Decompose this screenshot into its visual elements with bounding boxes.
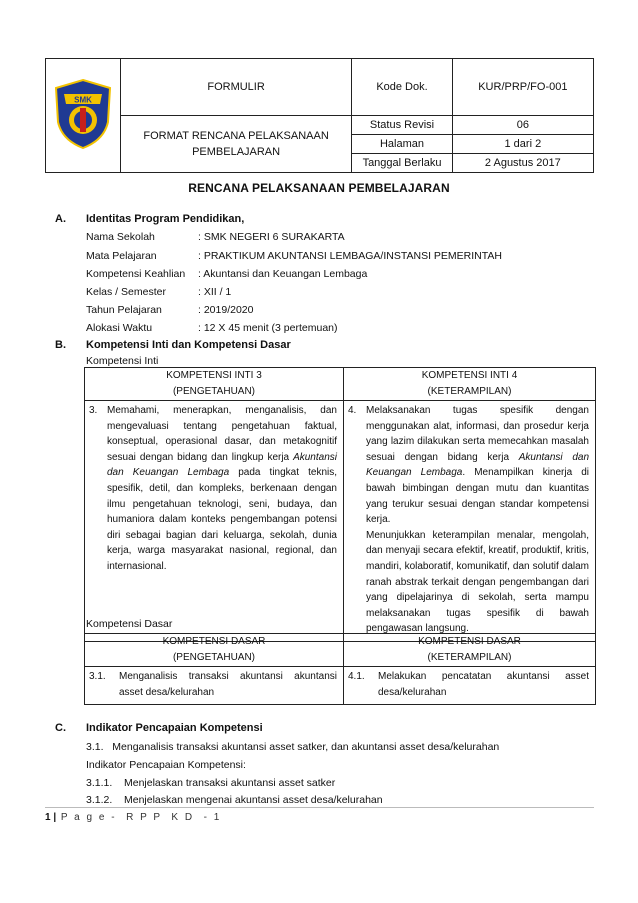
ki4-text-para2: Menunjukkan keterampilan menalar, mengolah, dan menyaji secara efektif, kreatif, produktif, kritis, mandiri, kolaboratif, komunikatif, dan solutif dalam ranah abstrak terkait dengan pengembangan dari yang dipelajarinya di sekolah, serta mampu melaksanakan tugas spesifik di bawah pengawasan langsung. xyxy=(366,529,589,635)
kd4-content xyxy=(344,667,596,705)
form-header-table xyxy=(45,58,594,173)
kompetensi-dasar-table xyxy=(84,633,596,705)
status-value: 06 xyxy=(452,116,593,135)
footer-divider xyxy=(45,807,594,808)
page-footer xyxy=(45,812,221,823)
kd4-number: 4.1. xyxy=(348,671,365,682)
kd3-header-line2: (PENGETAHUAN) xyxy=(172,652,256,663)
ki3-header-line2: (PENGETAHUAN) xyxy=(172,386,256,397)
status-label: Status Revisi xyxy=(352,116,452,135)
ki3-text-part: Memahami, menerapkan, menganalisis, dan mengevaluasi tentang pengetahuan faktual, konseptual, operasional dasar, dan metakognitif sesuai dengan bidang dan lingkup kerja xyxy=(107,405,337,463)
identity-value: : PRAKTIKUM AKUNTANSI LEMBAGA/INSTANSI PEMERINTAH xyxy=(198,250,502,262)
smk-logo-icon xyxy=(52,78,114,150)
ki4-header-line1: KOMPETENSI INTI 4 xyxy=(421,370,518,381)
kd3-header xyxy=(85,634,344,667)
section-c-letter: C. xyxy=(55,722,66,734)
identity-label: Mata Pelajaran xyxy=(86,250,157,262)
indicator-number: 3.1.1. xyxy=(86,777,113,789)
halaman-label: Halaman xyxy=(352,135,452,154)
ki3-text-part: pada tingkat teknis, spesifik, detil, dan kompleks, berkenaan dengan ilmu pengetahuan teknologi, seni, budaya, dan humaniora dalam konteks pengembangan potensi diri sebagai bagian dari keluarga, sekolah, dunia kerja, warga masyarakat nasional, regional, dan internasional. xyxy=(107,467,338,572)
ki3-header-line1: KOMPETENSI INTI 3 xyxy=(166,370,262,381)
ki4-header-line2: (KETERAMPILAN) xyxy=(427,386,512,397)
indicator-subheading: Indikator Pencapaian Kompetensi: xyxy=(86,759,246,771)
document-title: RENCANA PELAKSANAAN PEMBELAJARAN xyxy=(188,181,450,195)
indicator-text: Menjelaskan mengenai akuntansi asset desa/kelurahan xyxy=(124,794,383,806)
kompetensi-inti-label: Kompetensi Inti xyxy=(86,355,159,367)
format-title: FORMAT RENCANA PELAKSANAAN PEMBELAJARAN xyxy=(120,116,351,173)
identity-value: : 2019/2020 xyxy=(198,304,254,316)
section-b-letter: B. xyxy=(55,339,66,351)
kompetensi-dasar-label: Kompetensi Dasar xyxy=(86,618,173,630)
identity-value: : SMK NEGERI 6 SURAKARTA xyxy=(198,231,345,243)
kd3-header-line1: KOMPETENSI DASAR xyxy=(162,636,266,647)
ki3-number: 3. xyxy=(89,405,98,416)
logo-cell xyxy=(46,59,121,173)
ki4-text xyxy=(366,403,589,637)
kompetensi-inti-table xyxy=(84,367,596,642)
indicator-text: Menjelaskan transaksi akuntansi asset satker xyxy=(124,777,336,789)
identity-value: : 12 X 45 menit (3 pertemuan) xyxy=(198,322,338,334)
footer-page-text: P a g e - R P P K D - 1 xyxy=(56,812,222,823)
identity-label: Kompetensi Keahlian xyxy=(86,268,186,280)
identity-label: Nama Sekolah xyxy=(86,231,155,243)
ki3-text xyxy=(107,403,337,575)
ki4-text-part: . Menampilkan kinerja di bawah bimbingan dengan mutu dan kuantitas yang terukur sesuai dengan standar kompetensi kerja. xyxy=(366,467,590,526)
indicator-number: 3.1.2. xyxy=(86,794,113,806)
identity-value: : XII / 1 xyxy=(198,286,232,298)
section-a-heading: Identitas Program Pendidikan, xyxy=(86,213,245,225)
ki4-text-italic: Akuntansi dan Keuangan Lembaga xyxy=(366,451,590,479)
ki4-header xyxy=(344,368,596,401)
ki4-text-part: Melaksanakan tugas spesifik dengan menggunakan alat, informasi, dan prosedur kerja yang lazim dilakukan serta memecahkan masalah sesuai dengan bidang kerja xyxy=(366,405,589,463)
identity-value: : Akuntansi dan Keuangan Lembaga xyxy=(198,268,368,280)
identity-label: Tahun Pelajaran xyxy=(86,304,162,316)
ki3-header xyxy=(85,368,344,401)
ki4-number: 4. xyxy=(348,405,357,416)
identity-label: Alokasi Waktu xyxy=(86,322,153,334)
kode-label: Kode Dok. xyxy=(352,59,452,116)
identity-label: Kelas / Semester xyxy=(86,286,166,298)
kd4-header xyxy=(344,634,596,667)
kode-value: KUR/PRP/FO-001 xyxy=(452,59,593,116)
kd4-header-line2: (KETERAMPILAN) xyxy=(427,652,512,663)
indicator-kd-line: 3.1. Menganalisis transaksi akuntansi asset satker, dan akuntansi asset desa/kelurahan xyxy=(86,741,500,753)
kd3-content xyxy=(85,667,344,705)
form-label: FORMULIR xyxy=(120,59,351,116)
kd4-header-line1: KOMPETENSI DASAR xyxy=(418,636,521,647)
kd3-text: Menganalisis transaksi akuntansi akuntansi asset desa/kelurahan xyxy=(119,671,337,698)
section-c-heading: Indikator Pencapaian Kompetensi xyxy=(86,722,263,734)
footer-page-number: 1 | xyxy=(45,812,57,823)
ki4-content xyxy=(344,401,596,642)
kd3-number: 3.1. xyxy=(89,671,106,682)
logo-text: SMK xyxy=(74,95,92,105)
tanggal-label: Tanggal Berlaku xyxy=(352,154,452,173)
halaman-value: 1 dari 2 xyxy=(452,135,593,154)
section-a-letter: A. xyxy=(55,213,66,225)
ki3-text-italic: Akuntansi dan Keuangan Lembaga xyxy=(107,451,337,479)
tanggal-value: 2 Agustus 2017 xyxy=(452,154,593,173)
ki3-content xyxy=(85,401,344,642)
kd4-text: Melakukan pencatatan akuntansi asset desa/kelurahan xyxy=(378,671,589,698)
section-b-heading: Kompetensi Inti dan Kompetensi Dasar xyxy=(86,339,291,351)
